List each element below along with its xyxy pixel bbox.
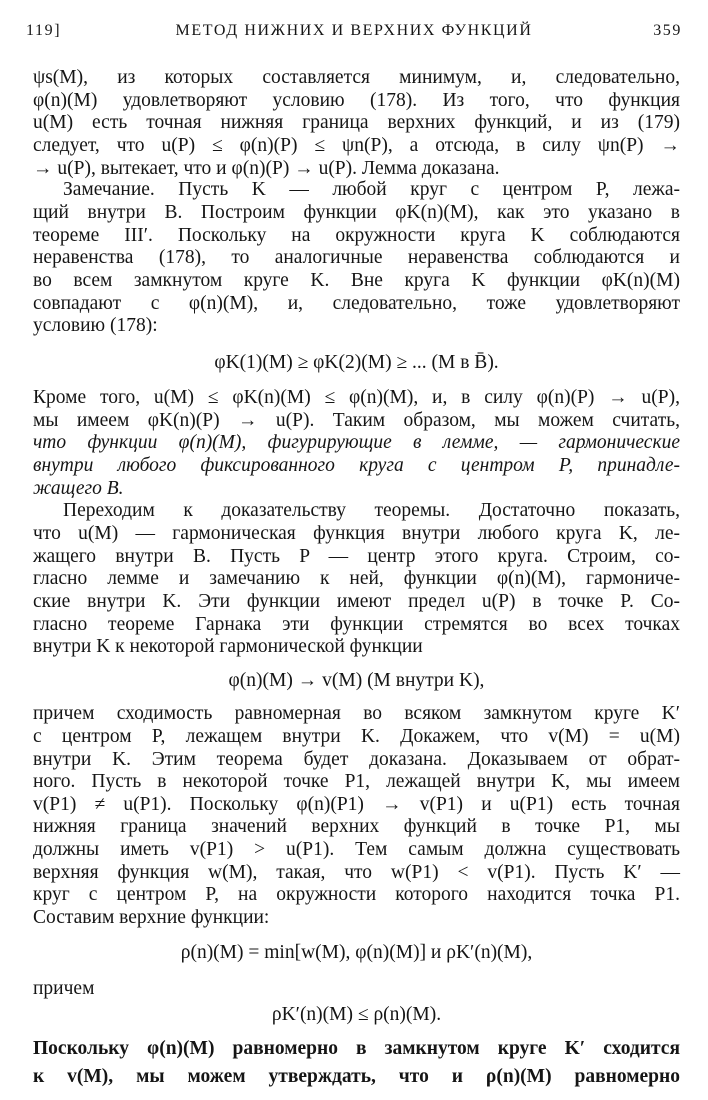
text-line: совпадают с φ(n)(M), и, следовательно, тоже удовлетворяют <box>33 292 680 314</box>
text-line: Составим верхние функции: <box>33 907 270 928</box>
page-number: 359 <box>653 22 682 39</box>
text-line: круг с центром P, на окружности которого находится точка P1. <box>33 884 680 906</box>
section-number: 119] <box>26 22 62 39</box>
text-line: ские внутри K. Эти функции имеют предел u(P) в точке P. Со- <box>33 590 680 612</box>
text-line: что u(M) — гармоническая функция внутри любого круга K, ле- <box>33 522 680 544</box>
text-line: следует, что u(P) ≤ φ(n)(P) ≤ ψn(P), а отсюда, в силу ψn(P) → <box>33 134 680 156</box>
page-header <box>26 22 682 48</box>
text-line: условию (178): <box>33 315 158 337</box>
text-line: что функции φ(n)(M), фигурирующие в лемме, — гармонические <box>33 432 680 454</box>
text-line: внутри K к некоторой гармонической функции <box>33 636 423 658</box>
text-line: во всем замкнутом круге K. Вне круга K функции φK(n)(M) <box>33 269 680 291</box>
text-line: жащего внутри B. Пусть P — центр этого круга. Строим, со- <box>33 545 680 567</box>
text-line: ρ(n)(M) = min[w(M), φ(n)(M)] и ρK′(n)(M), <box>180 942 533 963</box>
text-line: u(M) есть точная нижняя граница верхних функций, и из (179) <box>33 112 680 134</box>
text-line: к v(M), мы можем утверждать, что и ρ(n)(M) равномерно <box>33 1066 680 1087</box>
text-line: причем сходимость равномерная во всяком замкнутом круге K′ <box>33 703 680 725</box>
text-line: нижняя граница значений верхних функций в точке P1, мы <box>33 816 680 838</box>
text-line: внутри K. Этим теорема будет доказана. Доказываем от обрат- <box>33 748 680 770</box>
text-line: ψs(M), из которых составляется минимум, и, следовательно, <box>33 67 680 88</box>
text-line: неравенства (178), то аналогичные неравенства соблюдаются и <box>33 247 680 269</box>
text-line: Переходим к доказательству теоремы. Достаточно показать, <box>63 500 680 522</box>
text-line: причем <box>33 978 95 999</box>
text-line: верхняя функция w(M), такая, что w(P1) < v(P1). Пусть K′ — <box>33 861 680 883</box>
text-line: теореме III′. Поскольку на окружности круга K соблюдаются <box>33 224 680 246</box>
text-line: ного. Пусть в некоторой точке P1, лежащей внутри K, мы имеем <box>33 771 680 793</box>
text-line: гласно теореме Гарнака эти функции стремятся во всех точках <box>33 613 680 635</box>
running-title: МЕТОД НИЖНИХ И ВЕРХНИХ ФУНКЦИЙ <box>175 22 533 39</box>
text-line: мы имеем φK(n)(P) → u(P). Таким образом, мы можем считать, <box>33 409 680 431</box>
text-line: должны иметь v(P1) > u(P1). Тем самым должна существовать <box>33 839 680 861</box>
text-line: щий внутри B. Построим функции φK(n)(M), как это указано в <box>33 202 680 223</box>
text-line: Поскольку φ(n)(M) равномерно в замкнутом круге K′ сходится <box>33 1038 680 1059</box>
text-line: φ(n)(M) → v(M) (M внутри K), <box>228 670 485 692</box>
text-line: ρK′(n)(M) ≤ ρ(n)(M). <box>271 1004 442 1025</box>
text-line: с центром P, лежащем внутри K. Докажем, что v(M) = u(M) <box>33 725 680 747</box>
text-line: жащего B. <box>33 477 124 499</box>
text-line: внутри любого фиксированного круга с центром P, принадле- <box>33 455 680 477</box>
text-line: Замечание. Пусть K — любой круг с центром P, лежа- <box>63 179 680 201</box>
text-line: Кроме того, u(M) ≤ φK(n)(M) ≤ φ(n)(M), и, в силу φ(n)(P) → u(P), <box>33 387 680 409</box>
text-line: гласно лемме и замечанию к ней, функции φ(n)(M), гармониче- <box>33 568 680 590</box>
text-line: φ(n)(M) удовлетворяют условию (178). Из того, что функция <box>33 89 680 111</box>
text-line: v(P1) ≠ u(P1). Поскольку φ(n)(P1) → v(P1) и u(P1) есть точная <box>33 793 680 815</box>
text-line: φK(1)(M) ≥ φK(2)(M) ≥ ... (M в B̄). <box>214 351 499 373</box>
text-line: → u(P), вытекает, что и φ(n)(P) → u(P). Лемма доказана. <box>33 157 500 179</box>
